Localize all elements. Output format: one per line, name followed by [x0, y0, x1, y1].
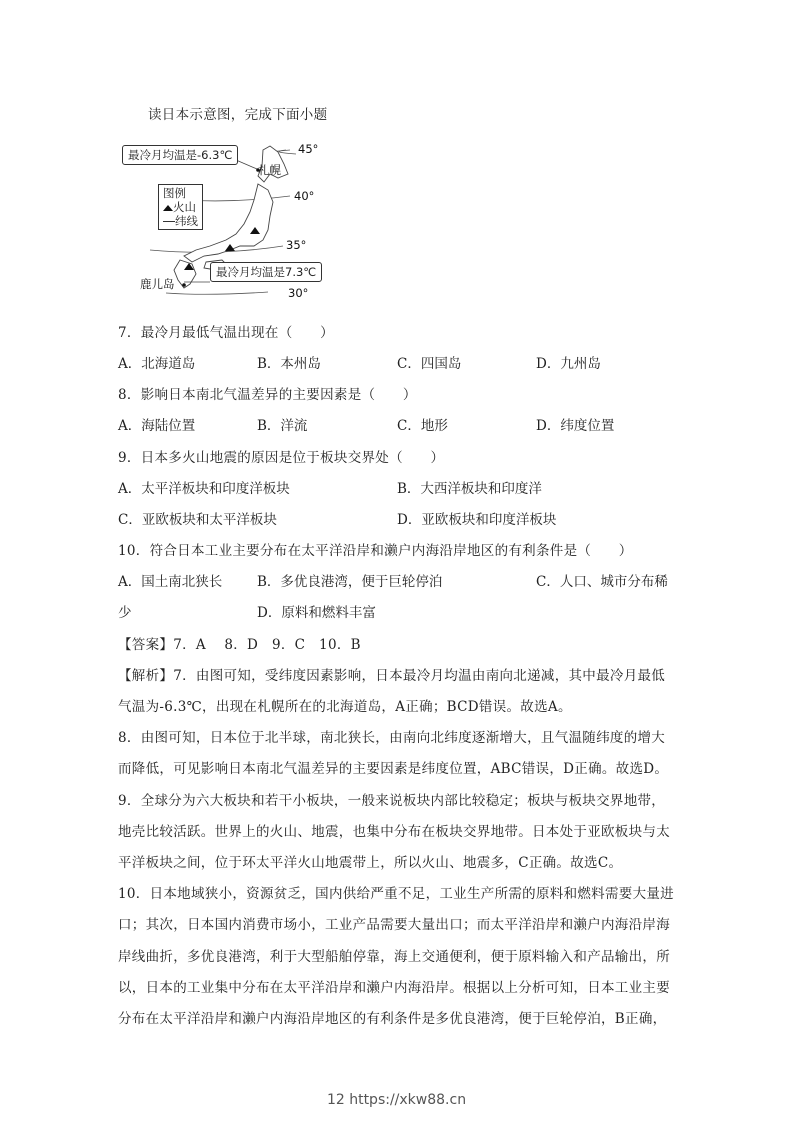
page-footer: 12 https://xkw88.cn: [326, 1092, 467, 1108]
q9-option-c: C．亚欧板块和太平洋板块: [118, 512, 277, 528]
q10-option-c-cont: 少: [118, 605, 132, 621]
q8-option-b: B．洋流: [257, 418, 308, 434]
q8-option-c: C．地形: [397, 418, 448, 434]
japan-map-figure: [118, 138, 348, 303]
analysis-line: 以，日本的工业集中分布在太平洋沿岸和濑户内海沿岸。根据以上分析可知，日本工业主要: [118, 980, 670, 996]
analysis-line: 【解析】7．由图可知，受纬度因素影响，日本最冷月均温由南向北递减，其中最冷月最低: [118, 668, 666, 684]
q10-option-c: C．人口、城市分布稀: [536, 574, 668, 590]
q9-option-a: A．太平洋板块和印度洋板块: [118, 481, 290, 497]
analysis-line: 8．由图可知，日本位于北半球，南北狭长，由南向北纬度逐渐增大，且气温随纬度的增大: [118, 730, 666, 746]
q7-option-b: B．本州岛: [257, 356, 321, 372]
q10-option-a: A．国土南北狭长: [118, 574, 223, 590]
legend-title: 图例: [163, 186, 186, 200]
analysis-line: 平洋板块之间，位于环太平洋火山地震带上，所以火山、地震多，C正确。故选C。: [118, 855, 623, 871]
analysis-line: 10．日本地域狭小，资源贫乏，国内供给严重不足，工业生产所需的原料和燃料需要大量进: [118, 886, 674, 902]
analysis-line: 9．全球分为六大板块和若干小板块，一般来说板块内部比较稳定；板块与板块交界地带，: [118, 793, 666, 809]
question-7-stem: 7．最冷月最低气温出现在（ ）: [118, 325, 334, 341]
map-legend: [158, 184, 203, 230]
answer-line: 【答案】7．A 8．D 9．C 10．B: [118, 637, 361, 653]
analysis-line: 气温为-6.3℃，出现在札幌所在的北海道岛，A正确；BCD错误。故选A。: [118, 699, 572, 715]
south-temp-box: 最冷月均温是7.3℃: [210, 262, 322, 282]
latitude-35-label: 35°: [286, 238, 307, 252]
q10-option-b: B．多优良港湾，便于巨轮停泊: [257, 574, 443, 590]
north-temp-box: 最冷月均温是-6.3℃: [122, 145, 238, 165]
q10-option-d: D．原料和燃料丰富: [257, 605, 376, 621]
q8-option-a: A．海陆位置: [118, 418, 196, 434]
latitude-40-label: 40°: [294, 189, 315, 203]
q7-option-c: C．四国岛: [397, 356, 462, 372]
city-sapporo-label: 札幌: [258, 163, 281, 177]
q8-option-d: D．纬度位置: [536, 418, 615, 434]
city-kagoshima-label: 鹿儿岛: [140, 277, 175, 291]
analysis-line: 岸线曲折，多优良港湾，利于大型船舶停靠，海上交通便利，便于原料输入和产品输出，所: [118, 949, 670, 965]
legend-latitude: 纬线: [163, 214, 198, 228]
legend-volcano: 火山: [163, 200, 198, 214]
analysis-line: 而降低，可见影响日本南北气温差异的主要因素是纬度位置，ABC错误，D正确。故选D。: [118, 761, 669, 777]
q9-option-d: D．亚欧板块和印度洋板块: [397, 512, 557, 528]
q9-option-b: B．大西洋板块和印度洋: [397, 481, 542, 497]
analysis-line: 分布在太平洋沿岸和濑户内海沿岸地区的有利条件是多优良港湾，便于巨轮停泊，B正确，: [118, 1011, 667, 1027]
q7-option-d: D．九州岛: [536, 356, 601, 372]
volcano-icon: [163, 205, 173, 211]
latitude-30-label: 30°: [288, 286, 309, 300]
line-icon: [163, 221, 175, 222]
latitude-45-label: 45°: [298, 142, 319, 156]
q7-option-a: A．北海道岛: [118, 356, 196, 372]
question-8-stem: 8．影响日本南北气温差异的主要因素是（ ）: [118, 387, 417, 403]
question-10-stem: 10．符合日本工业主要分布在太平洋沿岸和濑户内海沿岸地区的有利条件是（ ）: [118, 543, 633, 559]
analysis-line: 口；其次，日本国内消费市场小，工业产品需要大量出口；而太平洋沿岸和濑户内海沿岸海: [118, 917, 670, 933]
question-9-stem: 9．日本多火山地震的原因是位于板块交界处（ ）: [118, 450, 445, 466]
analysis-line: 地壳比较活跃。世界上的火山、地震，也集中分布在板块交界地带。日本处于亚欧板块与太: [118, 824, 670, 840]
intro-text: 读日本示意图，完成下面小题: [148, 107, 328, 123]
